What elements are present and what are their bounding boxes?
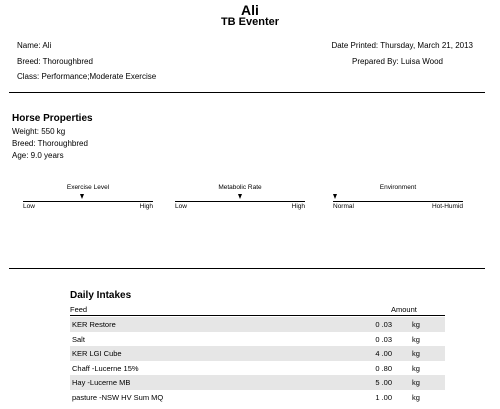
feed-name: Salt (72, 334, 85, 344)
gauge-high-label: Hot-Humid (431, 203, 463, 210)
gauge-marker-icon (80, 194, 84, 199)
class-field: Class: Performance;Moderate Exercise (17, 72, 157, 81)
horse-properties-title: Horse Properties (12, 113, 93, 124)
feed-unit: kg (412, 334, 420, 344)
prepared-by: Prepared By: Luisa Wood (351, 57, 443, 66)
gauge-low-label: Low (23, 203, 35, 210)
gauge-marker-icon (238, 194, 242, 199)
daily-intakes-title: Daily Intakes (70, 290, 132, 301)
gauge-line (23, 201, 153, 202)
feed-unit: kg (412, 378, 420, 387)
feed-name: Chaff -Lucerne 15% (72, 363, 139, 373)
table-row (70, 346, 445, 361)
gauge-high-label: High (291, 203, 305, 210)
gauge-metabolic-rate (175, 184, 305, 214)
gauge-line (175, 201, 305, 202)
table-row (70, 390, 445, 405)
table-row (70, 332, 445, 347)
report-title: Ali (241, 2, 259, 18)
breed-field: Breed: Thoroughbred (17, 57, 93, 66)
feed-amount: 5 .00 (375, 378, 392, 387)
gauge-line (333, 201, 463, 202)
feed-amount: 0 .03 (375, 320, 392, 329)
feed-unit: kg (412, 349, 420, 358)
column-header-feed: Feed (70, 305, 88, 314)
gauge-label: Metabolic Rate (218, 184, 262, 191)
section-divider (9, 268, 485, 269)
feed-amount: 4 .00 (375, 349, 392, 358)
gauge-environment (333, 184, 463, 214)
header-divider (9, 92, 485, 93)
table-row (70, 375, 445, 390)
gauge-low-label: Low (175, 203, 187, 210)
table-row (70, 361, 445, 376)
feed-unit: kg (412, 392, 420, 402)
gauge-label: Exercise Level (66, 184, 110, 191)
gauge-high-label: High (139, 203, 153, 210)
name-field: Name: Ali (17, 41, 52, 50)
feed-amount: 1 .00 (375, 392, 392, 402)
intakes-table (70, 317, 445, 404)
breed-property: Breed: Thoroughbred (12, 139, 88, 148)
feed-unit: kg (412, 320, 420, 329)
column-header-amount: Amount (391, 305, 417, 314)
gauge-marker-icon (333, 194, 337, 199)
feed-name: Hay -Lucerne MB (72, 378, 131, 387)
feed-amount: 0 .03 (375, 334, 392, 344)
weight-field: Weight: 550 kg (12, 127, 66, 136)
feed-name: KER LGI Cube (72, 349, 122, 358)
gauge-exercise-level (23, 184, 153, 214)
feed-name: KER Restore (72, 320, 116, 329)
feed-unit: kg (412, 363, 420, 373)
intakes-table-header (70, 305, 445, 316)
gauge-label: Environment (379, 184, 417, 191)
report-subtitle: TB Eventer (220, 16, 280, 28)
date-printed: Date Printed: Thursday, March 21, 2013 (331, 41, 473, 50)
feed-amount: 0 .80 (375, 363, 392, 373)
age-field: Age: 9.0 years (12, 151, 64, 160)
gauge-low-label: Normal (333, 203, 354, 210)
feed-name: pasture -NSW HV Sum MQ (72, 392, 164, 402)
table-row (70, 317, 445, 332)
header-underline (70, 315, 445, 316)
